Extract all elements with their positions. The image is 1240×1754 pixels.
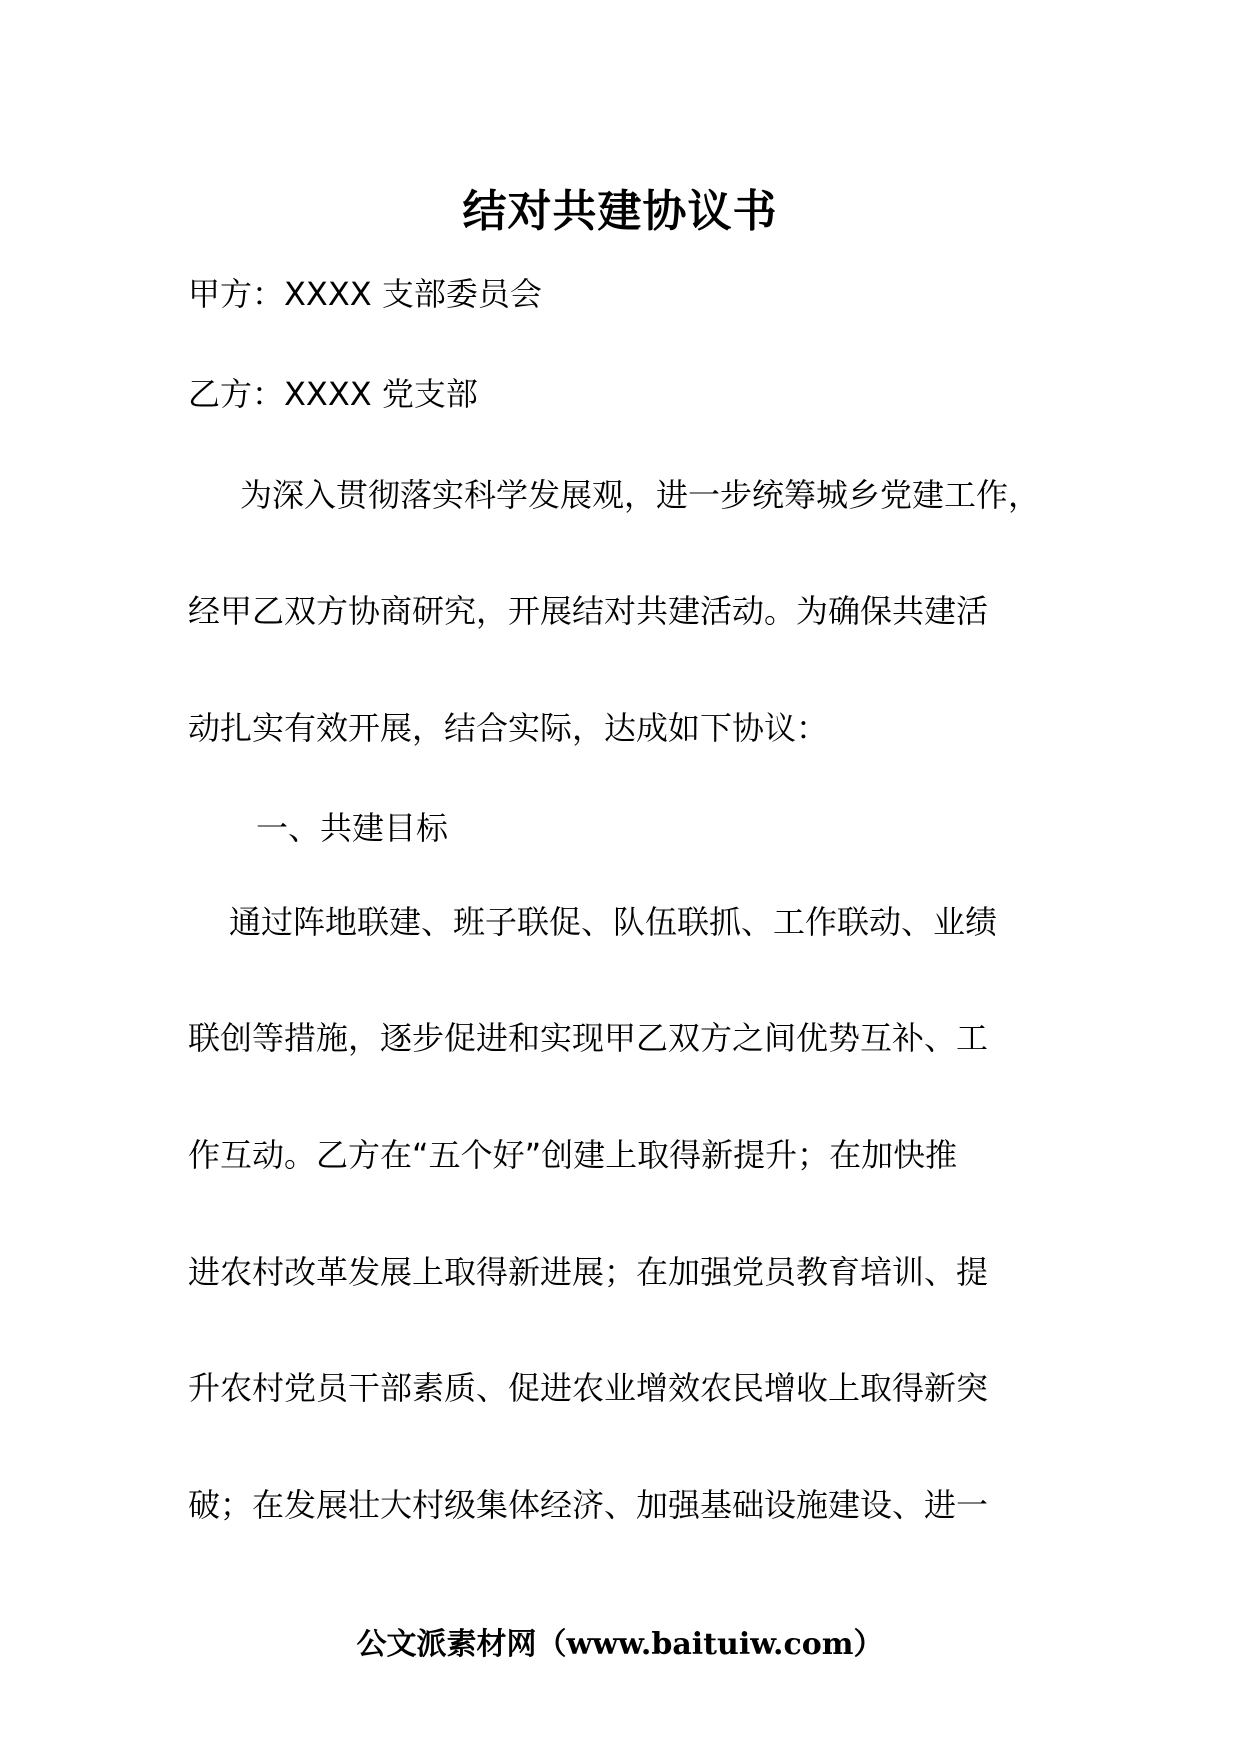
- intro-line-2: 经甲乙双方协商研究，开展结对共建活动。为确保共建活: [188, 592, 989, 630]
- intro-line-3: 动扎实有效开展，结合实际，达成如下协议：: [188, 709, 829, 747]
- section-1-line-5: 升农村党员干部素质、促进农业增效农民增收上取得新突: [188, 1369, 989, 1407]
- document-title: 结对共建协议书: [462, 186, 778, 237]
- section-1-line-4: 进农村改革发展上取得新进展；在加强党员教育培训、提: [188, 1253, 989, 1291]
- section-1-heading: 一、共建目标: [256, 809, 449, 847]
- section-1-line-1: 通过阵地联建、班子联促、队伍联抓、工作联动、业绩: [229, 903, 998, 941]
- intro-line-1: 为深入贯彻落实科学发展观，进一步统筹城乡党建工作，: [240, 476, 1041, 514]
- party-a-line: 甲方：XXXX 支部委员会: [188, 275, 542, 313]
- section-1-line-2: 联创等措施，逐步促进和实现甲乙双方之间优势互补、工: [188, 1019, 989, 1057]
- footer-watermark-text: 公文派素材网（www.baituiw.com）: [356, 1627, 884, 1662]
- section-1-line-6: 破；在发展壮大村级集体经济、加强基础设施建设、进一: [188, 1486, 989, 1524]
- party-b-line: 乙方：XXXX 党支部: [188, 375, 478, 413]
- section-1-line-3: 作互动。乙方在“五个好”创建上取得新提升；在加快推: [188, 1136, 958, 1174]
